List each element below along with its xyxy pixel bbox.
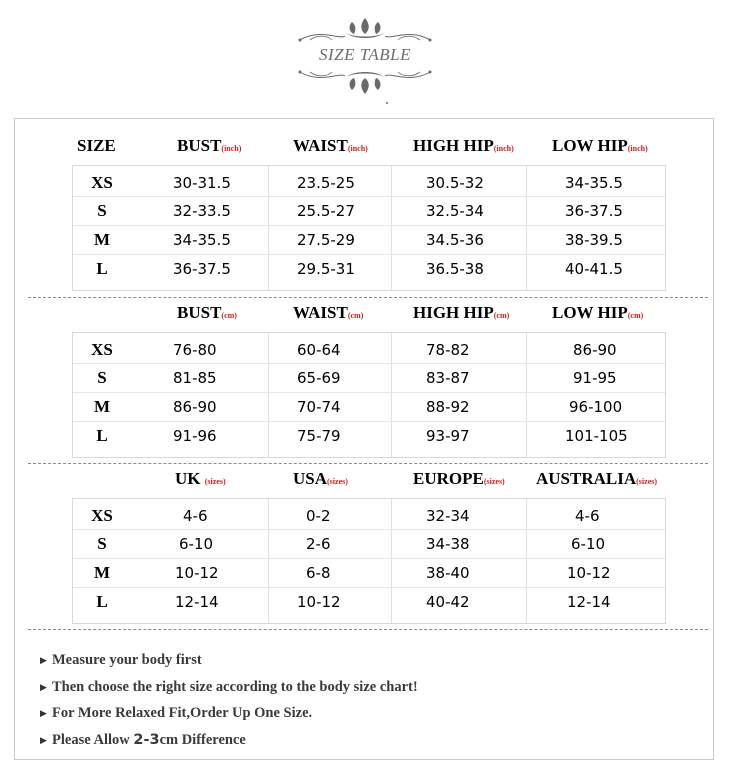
bust-value: 36-37.5: [173, 260, 231, 278]
inch-grid: [72, 165, 666, 291]
table-row: [73, 336, 665, 364]
bust-value: 81-85: [173, 369, 217, 387]
low-hip-value: 34-35.5: [565, 174, 623, 192]
low-hip-value: 101-105: [565, 427, 628, 445]
note-item: ▶ Measure your body first: [40, 652, 202, 668]
high-hip-value: 30.5-32: [426, 174, 484, 192]
header-bust-inch: BUST(inch): [177, 136, 242, 155]
europe-value: 34-38: [426, 535, 470, 553]
size-label: L: [96, 259, 108, 278]
table-row: [73, 364, 665, 392]
europe-value: 32-34: [426, 507, 470, 525]
table-row: [73, 559, 665, 587]
bust-value: 91-96: [173, 427, 217, 445]
uk-value: 12-14: [175, 593, 219, 611]
header-europe: EUROPE(sizes): [413, 469, 505, 488]
intl-header-row: [14, 469, 714, 493]
waist-value: 25.5-27: [297, 202, 355, 220]
table-row: [73, 422, 665, 450]
header-high-hip-cm: HIGH HIP(cm): [413, 303, 510, 322]
header-low-hip-cm: LOW HIP(cm): [552, 303, 644, 322]
table-row: [73, 197, 665, 225]
usa-value: 2-6: [306, 535, 331, 553]
header-size: SIZE: [77, 136, 116, 155]
uk-value: 10-12: [175, 564, 219, 582]
table-row: [73, 502, 665, 530]
low-hip-value: 40-41.5: [565, 260, 623, 278]
section-divider: [28, 297, 708, 298]
usa-value: 0-2: [306, 507, 331, 525]
table-row: [73, 226, 665, 254]
bullet-triangle-icon: ▶: [40, 655, 47, 665]
low-hip-value: 38-39.5: [565, 231, 623, 249]
size-label: S: [97, 368, 107, 387]
size-label: M: [93, 397, 111, 416]
size-label: S: [97, 201, 107, 220]
table-row: [73, 530, 665, 558]
section-divider: [28, 463, 708, 464]
size-label: M: [93, 563, 111, 582]
cm-header-row: [14, 303, 714, 327]
size-label: L: [96, 592, 108, 611]
note-item: ▶ Please Allow 2-3cm Difference: [40, 731, 246, 748]
bust-value: 76-80: [173, 341, 217, 359]
high-hip-value: 34.5-36: [426, 231, 484, 249]
high-hip-value: 83-87: [426, 369, 470, 387]
high-hip-value: 36.5-38: [426, 260, 484, 278]
australia-value: 4-6: [575, 507, 600, 525]
bullet-triangle-icon: ▶: [40, 681, 47, 692]
header-australia: AUSTRALIA(sizes): [536, 469, 658, 488]
europe-value: 40-42: [426, 593, 470, 611]
size-label: S: [97, 534, 107, 553]
size-label: XS: [91, 506, 113, 525]
bust-value: 30-31.5: [173, 174, 231, 192]
usa-value: 6-8: [306, 564, 331, 582]
low-hip-value: 36-37.5: [565, 202, 623, 220]
header-uk: UK (sizes): [175, 469, 226, 488]
size-label: XS: [91, 173, 113, 192]
low-hip-value: 96-100: [569, 398, 623, 416]
inch-header-row: [14, 136, 714, 160]
australia-value: 6-10: [571, 535, 606, 553]
bust-value: 32-33.5: [173, 202, 231, 220]
table-row: [73, 393, 665, 421]
low-hip-value: 86-90: [573, 341, 617, 359]
cm-grid: [72, 332, 666, 458]
waist-value: 29.5-31: [297, 260, 355, 278]
header: [0, 0, 732, 118]
high-hip-value: 93-97: [426, 427, 470, 445]
uk-value: 4-6: [183, 507, 208, 525]
bullet-triangle-icon: ▶: [40, 734, 47, 745]
waist-value: 65-69: [297, 369, 341, 387]
high-hip-value: 32.5-34: [426, 202, 484, 220]
logo-title: SIZE TABLE: [318, 45, 412, 64]
low-hip-value: 91-95: [573, 369, 617, 387]
table-row: [73, 588, 665, 616]
australia-value: 10-12: [567, 564, 611, 582]
header-low-hip-inch: LOW HIP(inch): [552, 136, 648, 155]
header-waist-inch: WAIST(inch): [293, 136, 368, 155]
bullet-triangle-icon: ▶: [40, 708, 47, 718]
header-usa: USA(sizes): [293, 469, 348, 488]
usa-value: 10-12: [297, 593, 341, 611]
bust-value: 34-35.5: [173, 231, 231, 249]
high-hip-value: 88-92: [426, 398, 470, 416]
waist-value: 60-64: [297, 341, 341, 359]
waist-value: 27.5-29: [297, 231, 355, 249]
table-row: [73, 169, 665, 197]
header-waist-cm: WAIST(cm): [293, 303, 364, 322]
waist-value: 70-74: [297, 398, 341, 416]
intl-grid: [72, 498, 666, 624]
size-label: M: [93, 230, 111, 249]
europe-value: 38-40: [426, 564, 470, 582]
high-hip-value: 78-82: [426, 341, 470, 359]
table-row: [73, 255, 665, 283]
header-bust-cm: BUST(cm): [177, 303, 237, 322]
section-divider: [28, 629, 708, 630]
note-item: ▶ Then choose the right size according to the body size chart!: [40, 678, 418, 695]
size-label: XS: [91, 340, 113, 359]
uk-value: 6-10: [179, 535, 214, 553]
size-label: L: [96, 426, 108, 445]
note-item: ▶ For More Relaxed Fit,Order Up One Size.: [40, 705, 313, 721]
australia-value: 12-14: [567, 593, 611, 611]
waist-value: 23.5-25: [297, 174, 355, 192]
bust-value: 86-90: [173, 398, 217, 416]
notes-list: [40, 650, 680, 756]
waist-value: 75-79: [297, 427, 341, 445]
header-high-hip-inch: HIGH HIP(inch): [413, 136, 514, 155]
